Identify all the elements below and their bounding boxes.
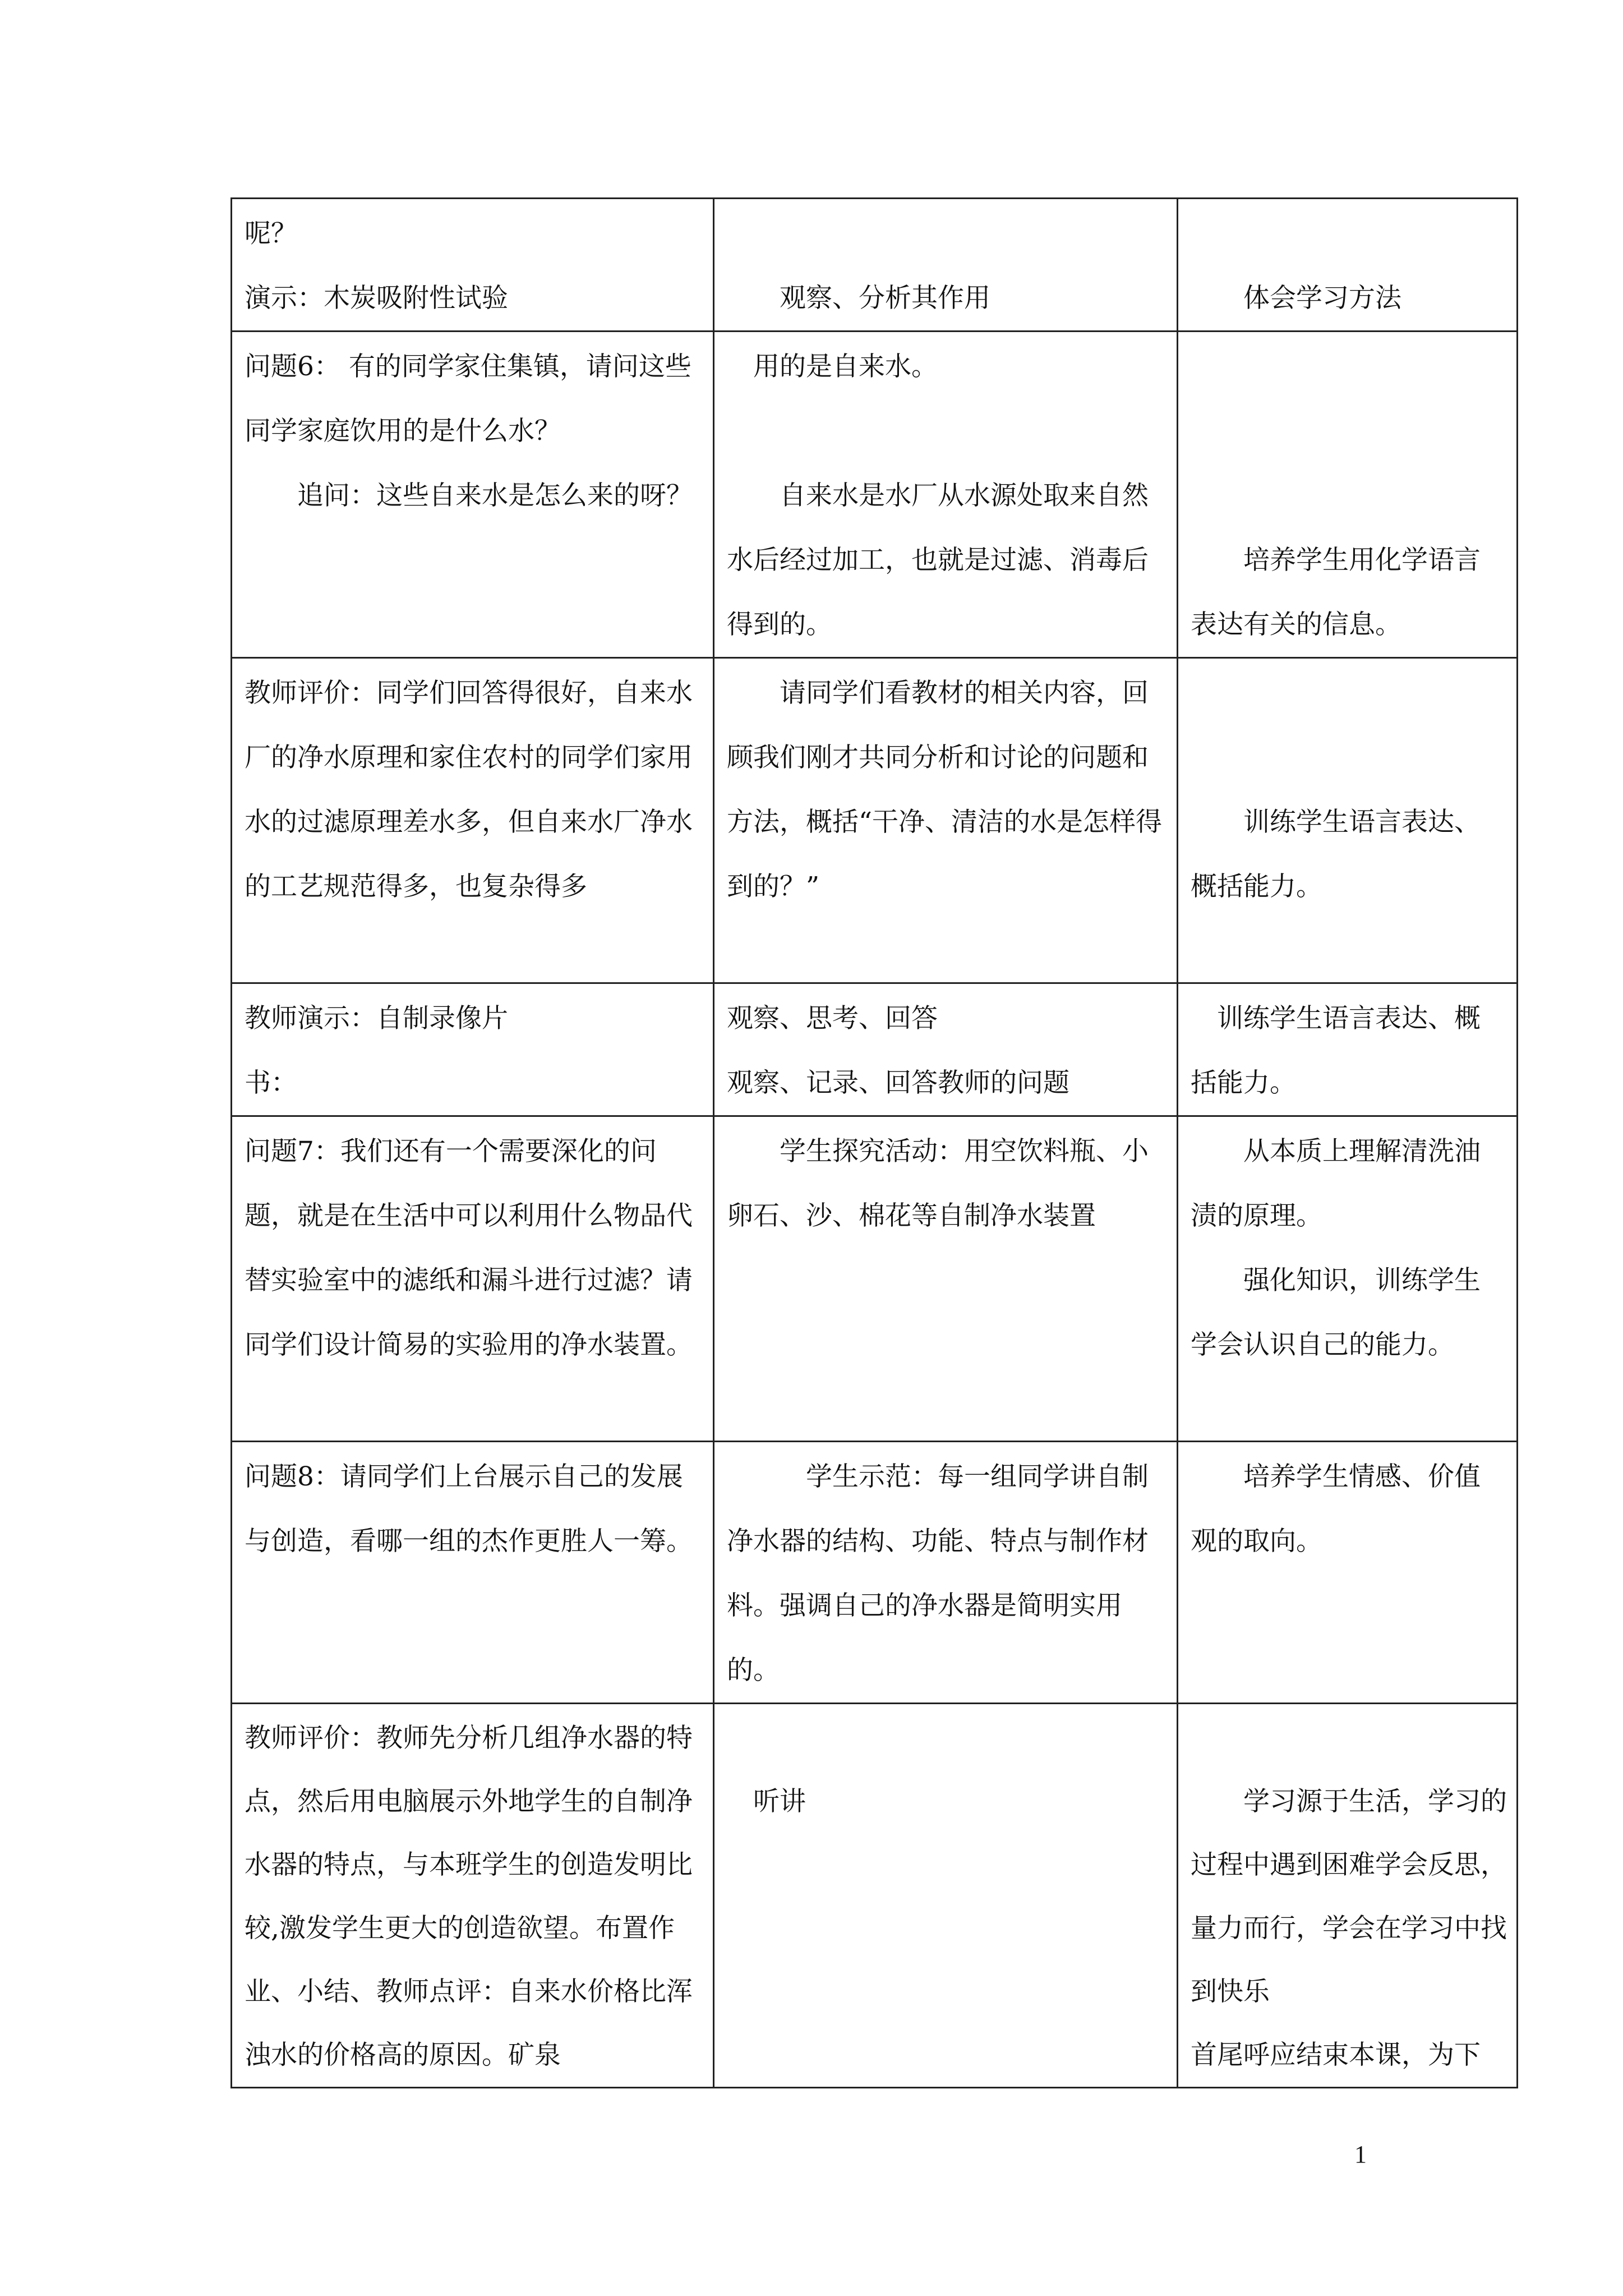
design-intent-cell: 训练学生语言表达、概括能力。 <box>1178 983 1518 1116</box>
design-intent-cell: 训练学生语言表达、概括能力。 <box>1178 658 1518 983</box>
student-activity-cell: 请同学们看教材的相关内容，回顾我们刚才共同分析和讨论的问题和方法，概括“干净、清洁的水是怎样得到的？” <box>714 658 1178 983</box>
table-row <box>232 199 1518 332</box>
teacher-activity-cell: 教师演示：自制录像片 书： <box>232 983 714 1116</box>
teacher-activity-cell: 教师评价：教师先分析几组净水器的特点，然后用电脑展示外地学生的自制净水器的特点，与本班学生的创造发明比较,激发学生更大的创造欲望。布置作业、小结、教师点评：自来水价格比浑浊水的价格高的原因。矿泉 <box>232 1704 714 2088</box>
teacher-activity-cell: 教师评价：同学们回答得很好，自来水厂的净水原理和家住农村的同学们家用水的过滤原理差水多，但自来水厂净水的工艺规范得多，也复杂得多 <box>232 658 714 983</box>
table-row <box>232 332 1518 658</box>
design-intent-cell: 培养学生情感、价值观的取向。 <box>1178 1442 1518 1704</box>
student-activity-cell: 听讲 <box>714 1704 1178 2088</box>
student-activity-cell: 学生示范：每一组同学讲自制净水器的结构、功能、特点与制作材料。强调自己的净水器是简明实用的。 <box>714 1442 1178 1704</box>
student-activity-cell: 学生探究活动：用空饮料瓶、小卵石、沙、棉花等自制净水装置 <box>714 1116 1178 1442</box>
student-activity-cell: 观察、思考、回答 观察、记录、回答教师的问题 <box>714 983 1178 1116</box>
table-row <box>232 1704 1518 2088</box>
design-intent-cell: 学习源于生活，学习的过程中遇到困难学会反思，量力而行，学会在学习中找到快乐 首尾呼应结束本课，为下 <box>1178 1704 1518 2088</box>
teacher-activity-cell: 问题6： 有的同学家住集镇，请问这些同学家庭饮用的是什么水？ 追问：这些自来水是怎么来的呀？ <box>232 332 714 658</box>
table-row <box>232 1116 1518 1442</box>
table-row <box>232 1442 1518 1704</box>
design-intent-cell: 体会学习方法 <box>1178 199 1518 332</box>
table-row <box>232 658 1518 983</box>
design-intent-cell: 培养学生用化学语言表达有关的信息。 <box>1178 332 1518 658</box>
lesson-plan-table <box>230 197 1518 2088</box>
table-row <box>232 983 1518 1116</box>
student-activity-cell: 用的是自来水。 自来水是水厂从水源处取来自然水后经过加工，也就是过滤、消毒后得到的。 <box>714 332 1178 658</box>
page-number: 1 <box>1354 2141 1367 2168</box>
teacher-activity-cell: 问题7：我们还有一个需要深化的问题，就是在生活中可以利用什么物品代替实验室中的滤纸和漏斗进行过滤？请同学们设计简易的实验用的净水装置。 <box>232 1116 714 1442</box>
teacher-activity-cell: 呢？ 演示：木炭吸附性试验 <box>232 199 714 332</box>
teacher-activity-cell: 问题8：请同学们上台展示自己的发展与创造，看哪一组的杰作更胜人一筹。 <box>232 1442 714 1704</box>
student-activity-cell: 观察、分析其作用 <box>714 199 1178 332</box>
design-intent-cell: 从本质上理解清洗油渍的原理。 强化知识，训练学生学会认识自己的能力。 <box>1178 1116 1518 1442</box>
